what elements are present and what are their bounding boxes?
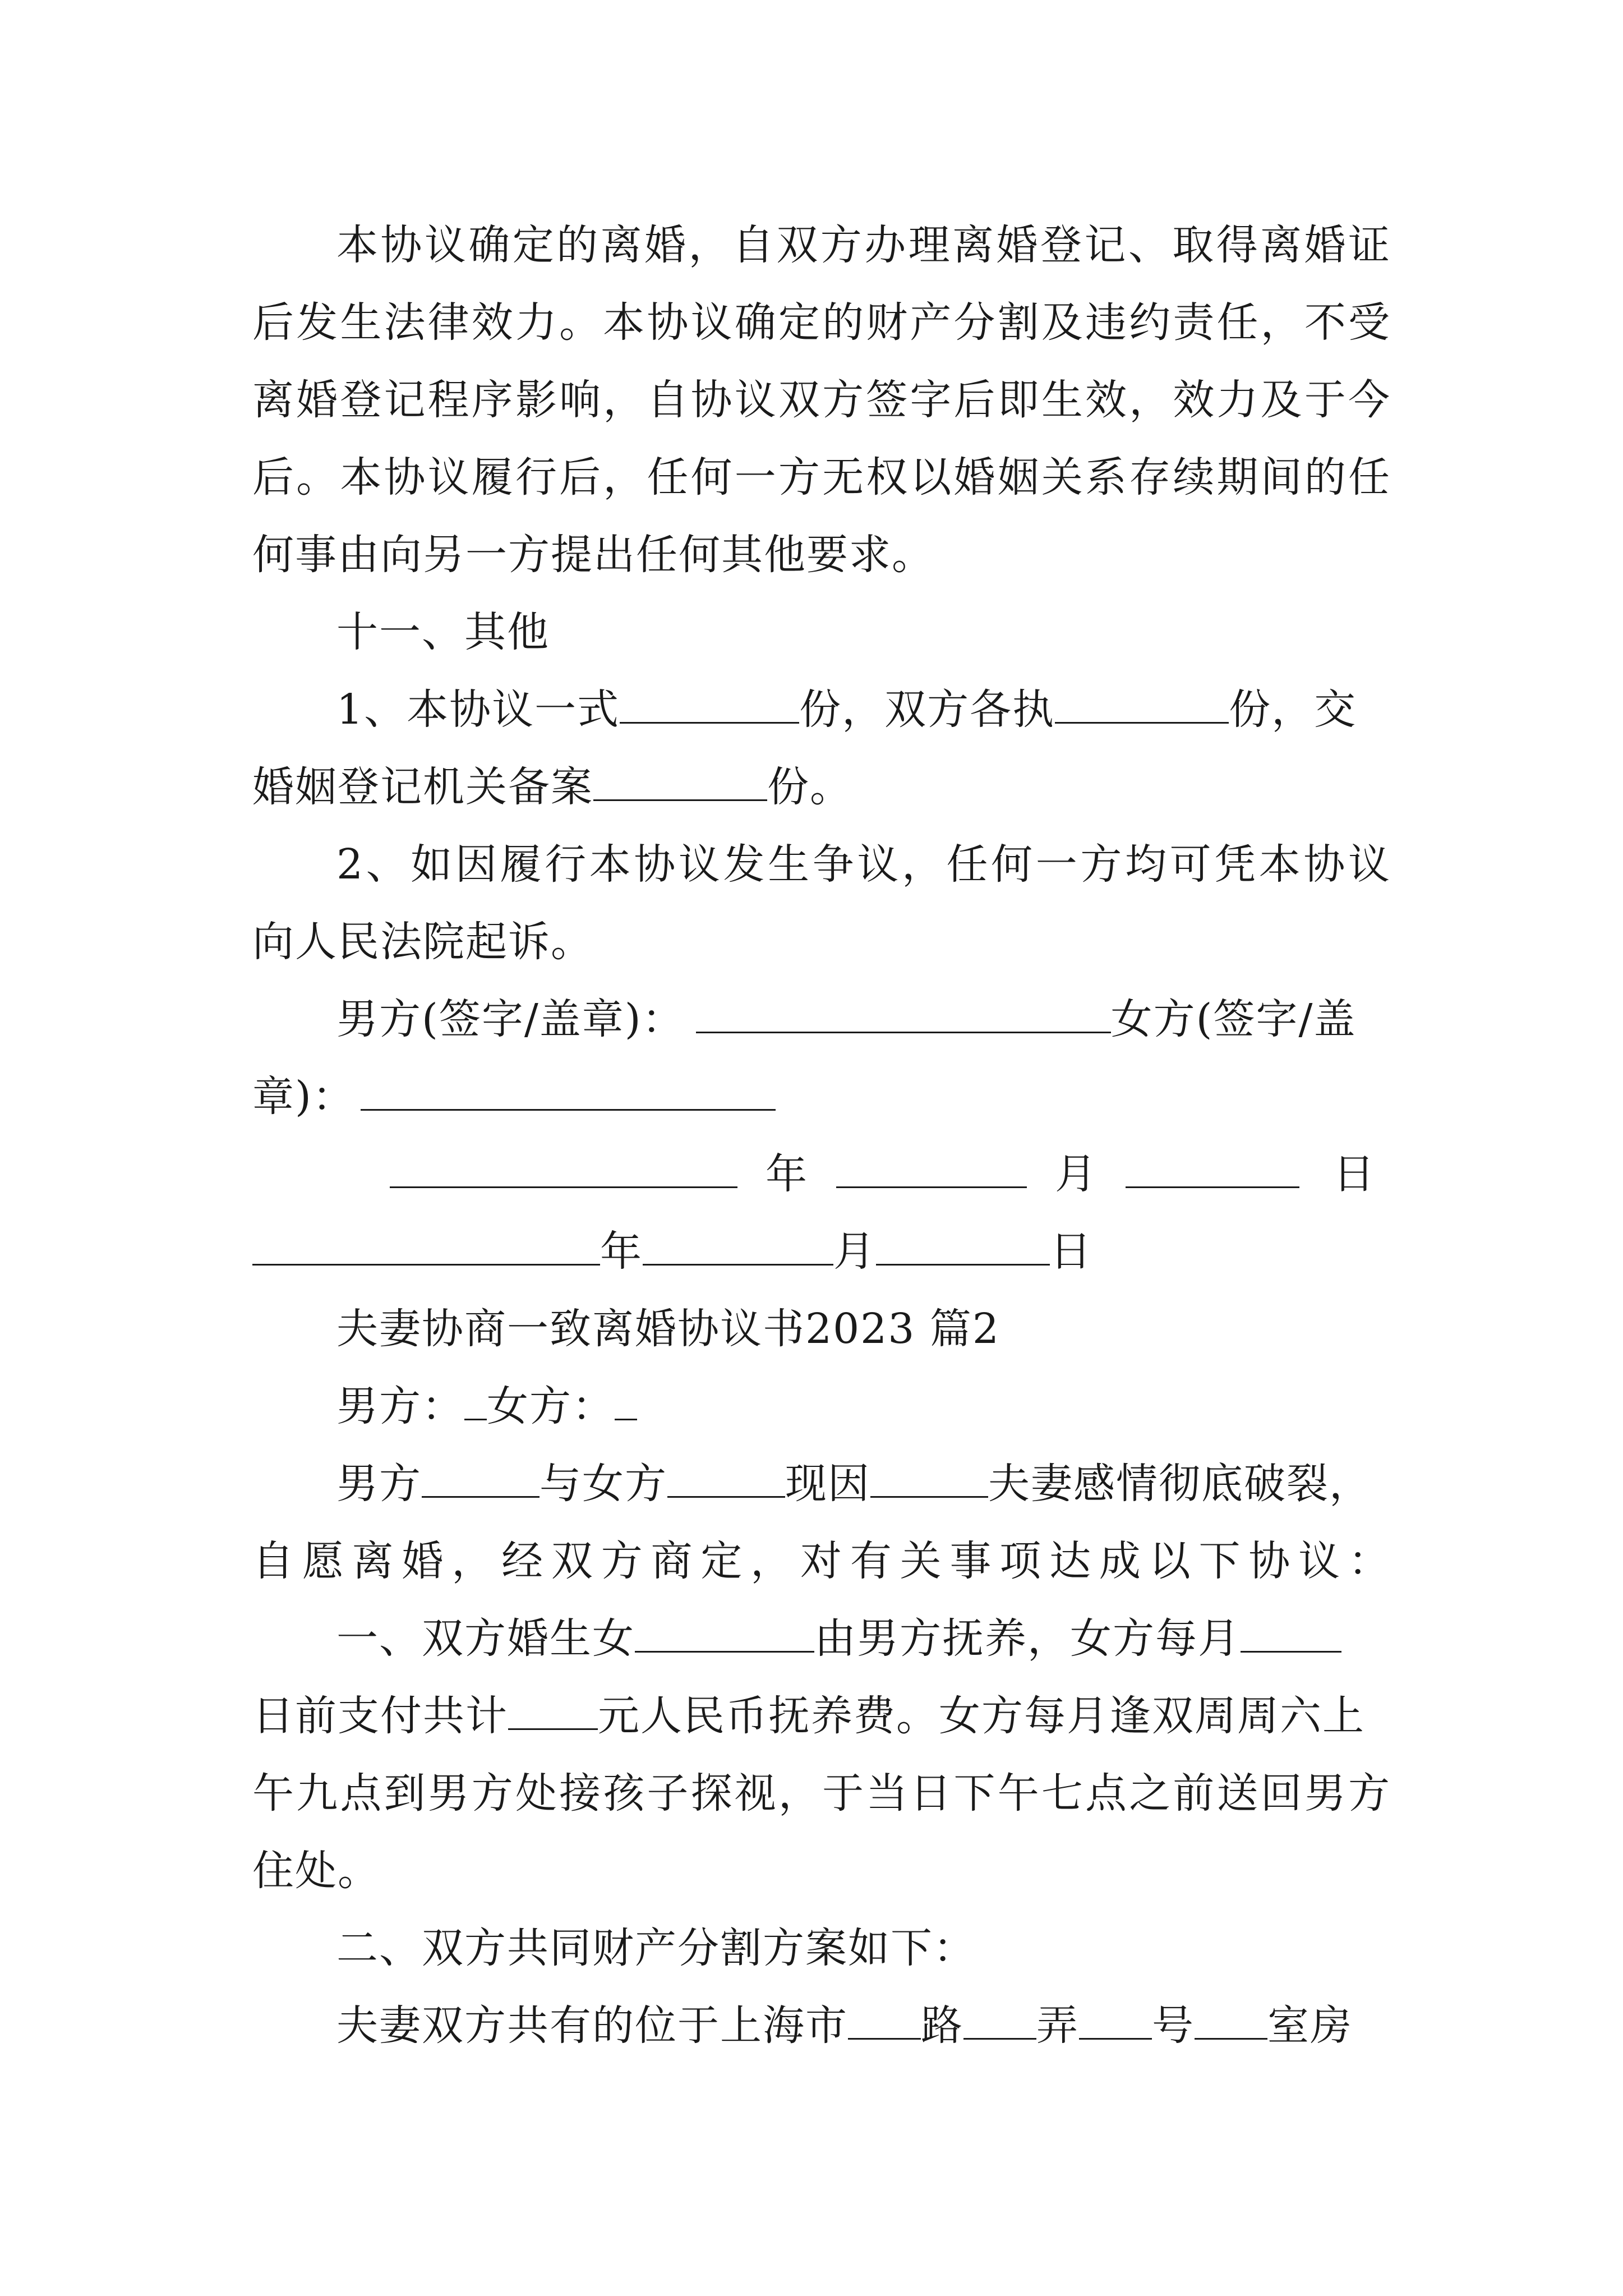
fill-blank [1079, 2001, 1152, 2040]
date-blank [390, 1149, 737, 1188]
paragraph-line: 一、双方婚生女 由男方抚养，女方每月 [252, 1608, 1391, 1669]
fill-blank [1241, 1614, 1341, 1653]
paragraph-line: 日前支付共计 元人民币抚养费。女方每月逢双周周六上 [252, 1692, 1365, 1740]
fill-blank [667, 1459, 785, 1498]
paragraph-line: 住处。 [252, 1847, 380, 1895]
fill-blank [635, 1614, 814, 1653]
signature-line: 男方(签字/盖章)： 女方(签字/盖 [336, 995, 1357, 1043]
date-blank [836, 1149, 1027, 1188]
paragraph-line: 自愿离婚，经双方商定，对有关事项达成以下协议： [252, 1537, 1391, 1585]
date-line: 年 月 日 [252, 1221, 1391, 1282]
paragraph-line: 夫妻双方共有的位于上海市 路 弄 号 室房 [336, 2001, 1353, 2050]
paragraph-line: 本协议确定的离婚，自双方办理离婚登记、取得离婚证 [336, 221, 1391, 269]
paragraph-line: 男方： 女方： [252, 1375, 1391, 1437]
fill-blank [593, 762, 767, 801]
paragraph-line: 2、如因履行本协议发生争议，任何一方均可凭本协议 [336, 840, 1391, 889]
date-line: 年 月 日 [252, 1143, 1391, 1205]
signature-line: 章)： [252, 1066, 1391, 1128]
section-heading: 二、双方共同财产分割方案如下： [336, 1924, 976, 1972]
date-blank [1126, 1149, 1299, 1188]
fill-blank [1195, 2001, 1267, 2040]
paragraph-line: 何事由向另一方提出任何其他要求。 [252, 531, 934, 579]
paragraph-line: 婚姻登记机关备案 份。 [252, 763, 852, 811]
date-blank [252, 1227, 600, 1266]
document-title: 夫妻协商一致离婚协议书2023 篇2 [336, 1305, 1000, 1353]
date-blank [876, 1227, 1050, 1266]
paragraph-line: 后发生法律效力。本协议确定的财产分割及违约责任，不受 [252, 298, 1391, 347]
fill-blank [422, 1459, 540, 1498]
fill-blank [615, 1382, 637, 1420]
fill-blank [848, 2001, 921, 2040]
paragraph-line: 1、本协议一式 份，双方各执 份，交 [336, 685, 1357, 734]
paragraph-line: 向人民法院起诉。 [252, 918, 593, 966]
date-blank [643, 1227, 833, 1266]
paragraph-line: 后。本协议履行后，任何一方无权以婚姻关系存续期间的任 [252, 453, 1391, 501]
paragraph-line: 离婚登记程序影响，自协议双方签字后即生效，效力及于今 [252, 376, 1391, 424]
fill-blank [1055, 685, 1229, 724]
fill-blank [870, 1459, 988, 1498]
fill-blank [620, 685, 799, 724]
signature-blank [696, 995, 1111, 1033]
signature-blank [361, 1072, 776, 1111]
paragraph-line: 男方 与女方 现因 夫妻感情彻底破裂， [336, 1460, 1372, 1508]
fill-blank [963, 2001, 1036, 2040]
paragraph-line: 午九点到男方处接孩子探视，于当日下午七点之前送回男方 [252, 1769, 1391, 1818]
fill-blank [464, 1382, 487, 1420]
section-heading: 十一、其他 [336, 608, 550, 656]
fill-blank [508, 1691, 598, 1730]
